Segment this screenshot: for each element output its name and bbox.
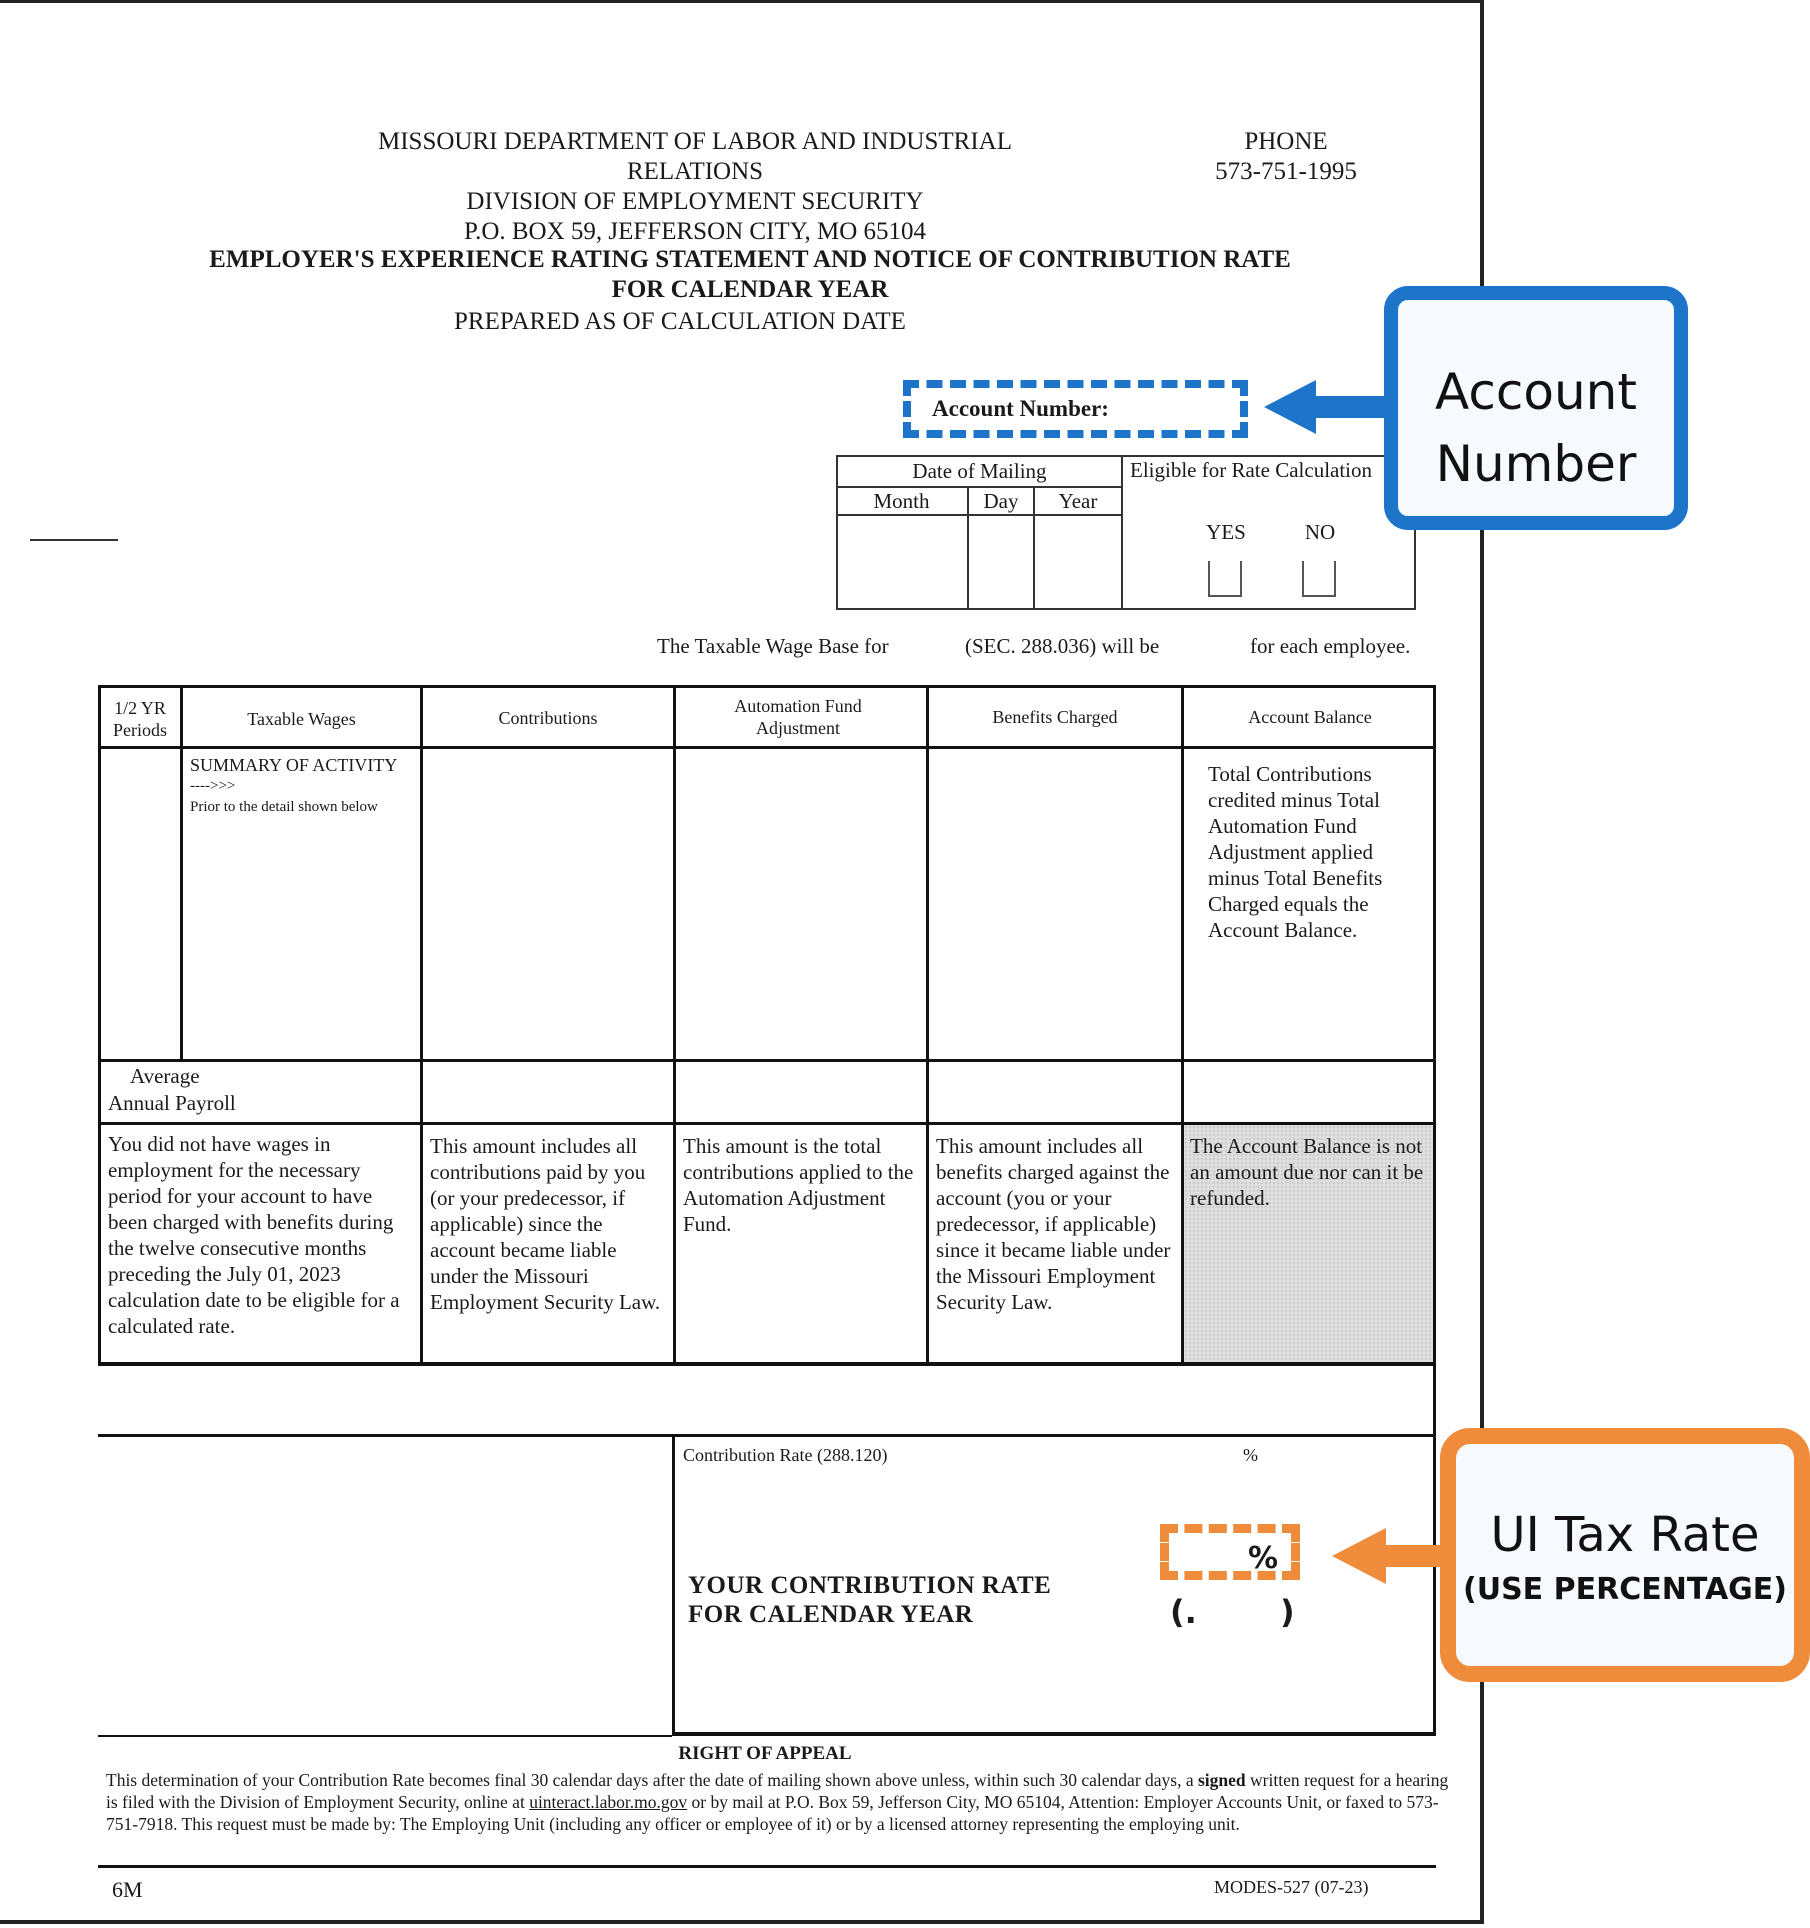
dept-line-3: P.O. BOX 59, JEFFERSON CITY, MO 65104 — [463, 218, 927, 245]
summary-note: Prior to the detail shown below — [190, 799, 378, 815]
footer-right: MODES-527 (07-23) — [1214, 1877, 1369, 1897]
account-number-callout — [1384, 286, 1688, 530]
divider — [1433, 1365, 1436, 1435]
appeal-text-c: or by mail at P.O. Box 59, Jefferson City, MO 65104, Attention: Employer Accounts Unit, or faxed to 573-751-7918. This request must be made by: The Employing Unit (including any officer or employee of it) or by a licensed attorney representing the employing unit. — [106, 1792, 1439, 1834]
header-periods: 1/2 YR Periods — [113, 698, 167, 740]
rate-paren-close: ) — [1280, 1593, 1295, 1631]
title-line-1: EMPLOYER'S EXPERIENCE RATING STATEMENT AND NOTICE OF CONTRIBUTION RATE — [209, 246, 1291, 273]
appeal-text-b: written request for a hearing is filed with the Division of Employment Security, online at — [106, 1770, 1449, 1812]
note-periods: You did not have wages in employment for the necessary period for your account to have been charged with benefits during the twelve consecutive months preceding the July 01, 2023 calculation date to be eligible for a calculated rate. — [108, 1132, 400, 1338]
callout-account-line-1: Account — [1435, 363, 1637, 421]
summary-title: SUMMARY OF ACTIVITY — [190, 755, 398, 775]
appeal-text-a: This determination of your Contribution Rate becomes final 30 calendar days after the date of mailing shown above unless, within such 30 calendar days, a — [106, 1770, 1198, 1790]
divider — [672, 1434, 675, 1735]
header-contributions: Contributions — [498, 708, 598, 728]
note-automation: This amount is the total contributions applied to the Automation Adjustment Fund. — [683, 1134, 914, 1236]
header-taxable-wages: Taxable Wages — [247, 709, 356, 729]
divider — [98, 1059, 1436, 1062]
dept-header — [340, 127, 1050, 247]
no-label: NO — [1304, 520, 1336, 544]
callout-account-line-2: Number — [1435, 435, 1637, 493]
prepared-as-of: PREPARED AS OF CALCULATION DATE — [454, 308, 906, 335]
yes-label: YES — [1206, 520, 1246, 544]
rate-paren-open: (. — [1170, 1593, 1197, 1631]
divider — [836, 514, 1123, 516]
divider — [98, 746, 1436, 749]
wage-base-part-3: for each employee. — [1250, 634, 1411, 658]
month-label: Month — [873, 489, 930, 513]
header-balance: Account Balance — [1248, 707, 1372, 727]
avg-payroll-line-1: Average — [130, 1064, 200, 1088]
divider — [98, 1434, 1436, 1437]
summary-arrow: ---->>> — [190, 778, 236, 794]
appeal-heading: RIGHT OF APPEAL — [678, 1743, 852, 1764]
form-title — [190, 245, 1310, 305]
account-number-label: Account Number: — [932, 396, 1109, 421]
wage-base-part-2: (SEC. 288.036) will be — [965, 634, 1160, 658]
divider — [98, 1865, 1436, 1868]
divider — [420, 685, 423, 1366]
note-contributions: This amount includes all contributions paid by you (or your predecessor, if applicable) since the account became liable under the Missouri Employment Security Law. — [430, 1134, 661, 1314]
contribution-rate-percent: % — [1243, 1445, 1258, 1465]
footer-left: 6M — [112, 1877, 143, 1902]
date-of-mailing-label: Date of Mailing — [912, 459, 1047, 483]
dept-line-2: DIVISION OF EMPLOYMENT SECURITY — [466, 188, 924, 215]
header-automation: Automation Fund Adjustment — [734, 696, 862, 738]
divider — [98, 1735, 672, 1737]
yes-checkbox[interactable] — [1208, 561, 1242, 597]
tax-rate-highlight — [1160, 1524, 1300, 1580]
note-balance: The Account Balance is not an amount due nor can it be refunded. — [1190, 1134, 1424, 1210]
header-benefits: Benefits Charged — [992, 707, 1118, 727]
no-checkbox[interactable] — [1302, 561, 1336, 597]
day-label: Day — [983, 489, 1019, 513]
divider — [673, 685, 676, 1366]
your-rate-line-2: FOR CALENDAR YEAR — [688, 1601, 974, 1628]
divider — [926, 685, 929, 1366]
callout-tax-line-2: (USE PERCENTAGE) — [1463, 1572, 1787, 1607]
account-arrow-icon — [1260, 372, 1390, 444]
tax-rate-callout — [1440, 1428, 1810, 1682]
title-line-2: FOR CALENDAR YEAR — [611, 276, 889, 303]
phone-block — [1200, 127, 1372, 187]
appeal-link[interactable]: uinteract.labor.mo.gov — [529, 1792, 688, 1812]
phone-number: 573-751-1995 — [1215, 158, 1357, 185]
eligible-label: Eligible for Rate Calculation — [1130, 458, 1373, 482]
tax-rate-percent: % — [1248, 1541, 1279, 1576]
wage-base-part-1: The Taxable Wage Base for — [657, 634, 889, 658]
your-contribution-rate — [688, 1571, 1051, 1629]
tax-rate-arrow-icon — [1330, 1520, 1450, 1592]
spacer — [98, 1365, 101, 1435]
avg-payroll-line-2: Annual Payroll — [108, 1091, 236, 1115]
balance-explanation: Total Contributions credited minus Total Automation Fund Adjustment applied minus Total Benefits Charged equals the Account Balance. — [1208, 762, 1383, 942]
divider — [180, 685, 183, 1062]
appeal-text — [106, 1769, 1456, 1835]
appeal-signed: signed — [1198, 1770, 1246, 1790]
phone-label: PHONE — [1244, 128, 1328, 155]
margin-mark — [30, 539, 118, 541]
divider — [672, 1732, 1436, 1736]
year-label: Year — [1058, 489, 1098, 513]
contribution-rate-label: Contribution Rate (288.120) — [683, 1445, 888, 1465]
your-rate-line-1: YOUR CONTRIBUTION RATE — [688, 1572, 1052, 1599]
dept-line-1: MISSOURI DEPARTMENT OF LABOR AND INDUSTRIAL RELATIONS — [378, 128, 1012, 185]
note-benefits: This amount includes all benefits charged against the account (you or your predecessor, if applicable) since it became liable under the Missouri Employment Security Law. — [936, 1134, 1171, 1314]
callout-tax-line-1: UI Tax Rate — [1490, 1507, 1760, 1563]
